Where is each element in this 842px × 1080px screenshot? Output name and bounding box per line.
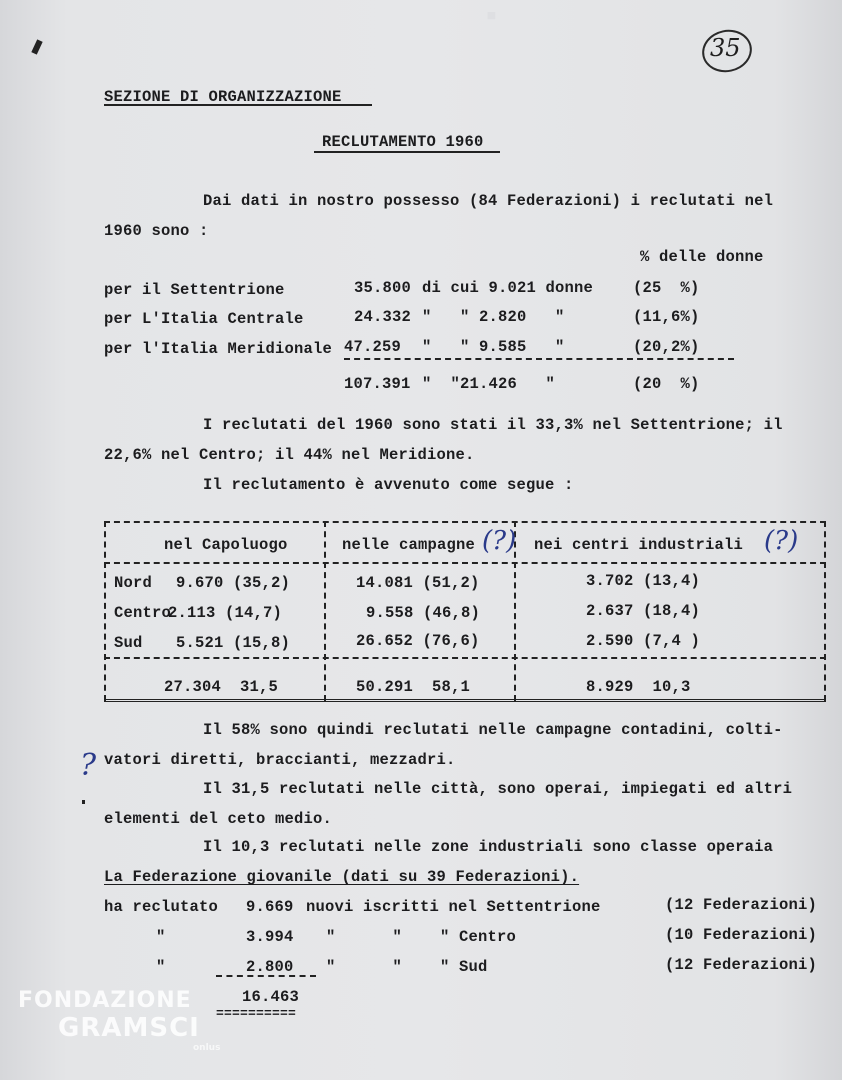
youth-middle: " " " Sud — [326, 958, 488, 976]
youth-value: 2.800 — [246, 958, 294, 976]
table-cell: 2.113 (14,7) — [168, 604, 283, 622]
summary-total: 24.332 — [354, 308, 412, 326]
youth-total: 16.463 — [242, 988, 300, 1006]
summary-label: per l'Italia Meridionale — [104, 340, 333, 358]
table-cell: 2.590 (7,4 ) — [586, 632, 701, 650]
summary-pct: (20 %) — [633, 375, 700, 393]
summary-total: 107.391 — [344, 375, 411, 393]
section-underline — [104, 104, 372, 106]
summary-middle: " " 9.585 " — [422, 338, 565, 356]
summary-pct: (11,6%) — [633, 308, 700, 326]
table-total: 27.304 31,5 — [164, 678, 279, 696]
table-totals-border — [104, 657, 826, 659]
table-cell: 9.558 (46,8) — [366, 604, 481, 622]
summary-middle: di cui 9.021 donne — [422, 279, 594, 297]
table-region: Nord — [114, 574, 153, 592]
summary-label: per il Settentrione — [104, 281, 285, 299]
summary-total: 47.259 — [344, 338, 402, 356]
table-col-line — [824, 521, 826, 701]
table-top-border — [104, 521, 826, 523]
youth-federations: (12 Federazioni) — [665, 956, 818, 974]
table-total: 8.929 10,3 — [586, 678, 691, 696]
table-cell: 14.081 (51,2) — [356, 574, 480, 592]
intro-line-1: Dai dati in nostro possesso (84 Federazioni) i reclutati nel — [203, 192, 774, 210]
table-region: Centro — [114, 604, 172, 622]
table-cell: 2.637 (18,4) — [586, 602, 701, 620]
watermark-line-2: GRAMSCI — [58, 1013, 200, 1043]
para1-line-2: 22,6% nel Centro; il 44% nel Meridione. — [104, 446, 475, 464]
table-bottom-border — [104, 699, 826, 702]
background-stamp: · — [461, 0, 520, 50]
youth-prefix: ha reclutato — [104, 898, 219, 916]
table-header: nelle campagne — [342, 536, 476, 554]
table-col-line — [104, 521, 106, 701]
women-pct-header: % delle donne — [640, 248, 764, 266]
summary-pct: (25 %) — [633, 279, 700, 297]
youth-heading: La Federazione giovanile (dati su 39 Federazioni). — [104, 868, 580, 886]
table-cell: 26.652 (76,6) — [356, 632, 480, 650]
table-cell: 5.521 (15,8) — [176, 634, 291, 652]
watermark — [18, 988, 220, 1053]
table-header-border — [104, 562, 826, 564]
summary-label: per L'Italia Centrale — [104, 310, 304, 328]
youth-federations: (10 Federazioni) — [665, 926, 818, 944]
summary-rule — [344, 358, 734, 360]
watermark-line-1: FONDAZIONE — [18, 988, 192, 1013]
ink-mark — [31, 39, 42, 54]
question-annotation: (?) — [482, 526, 517, 556]
page-number: 35 — [710, 34, 741, 62]
para3-line-2: vatori diretti, braccianti, mezzadri. — [104, 751, 456, 769]
youth-prefix: " — [156, 958, 166, 976]
watermark-line-3: onlus — [193, 1043, 221, 1053]
para4-line-2: elementi del ceto medio. — [104, 810, 333, 828]
para3-line-1: Il 58% sono quindi reclutati nelle campagne contadini, colti- — [203, 721, 783, 739]
ink-mark — [82, 800, 85, 804]
summary-total: 35.800 — [354, 279, 412, 297]
summary-pct: (20,2%) — [633, 338, 700, 356]
page-title: RECLUTAMENTO 1960 — [322, 133, 484, 151]
para2: Il reclutamento è avvenuto come segue : — [203, 476, 574, 494]
table-total: 50.291 58,1 — [356, 678, 471, 696]
question-annotation: (?) — [764, 526, 799, 556]
youth-federations: (12 Federazioni) — [665, 896, 818, 914]
intro-line-2: 1960 sono : — [104, 222, 209, 240]
para4-line-1: Il 31,5 reclutati nelle città, sono operai, impiegati ed altri — [203, 780, 793, 798]
section-title: SEZIONE DI ORGANIZZAZIONE — [104, 88, 342, 106]
table-col-line — [324, 521, 326, 701]
youth-sum-rule — [216, 975, 316, 977]
table-cell: 9.670 (35,2) — [176, 574, 291, 592]
table-region: Sud — [114, 634, 143, 652]
table-header: nei centri industriali — [534, 536, 744, 554]
table-cell: 3.702 (13,4) — [586, 572, 701, 590]
para1-line-1: I reclutati del 1960 sono stati il 33,3% nel Settentrione; il — [203, 416, 783, 434]
youth-value: 9.669 — [246, 898, 294, 916]
table-header: nel Capoluogo — [164, 536, 288, 554]
summary-middle: " "21.426 " — [422, 375, 556, 393]
youth-middle: nuovi iscritti nel Settentrione — [306, 898, 601, 916]
title-underline — [314, 151, 500, 153]
youth-prefix: " — [156, 928, 166, 946]
para5: Il 10,3 reclutati nelle zone industriali sono classe operaia — [203, 838, 774, 856]
youth-middle: " " " Centro — [326, 928, 517, 946]
youth-double-rule: ========== — [216, 1006, 297, 1021]
question-mark-annotation: ? — [80, 748, 97, 783]
youth-value: 3.994 — [246, 928, 294, 946]
summary-middle: " " 2.820 " — [422, 308, 565, 326]
